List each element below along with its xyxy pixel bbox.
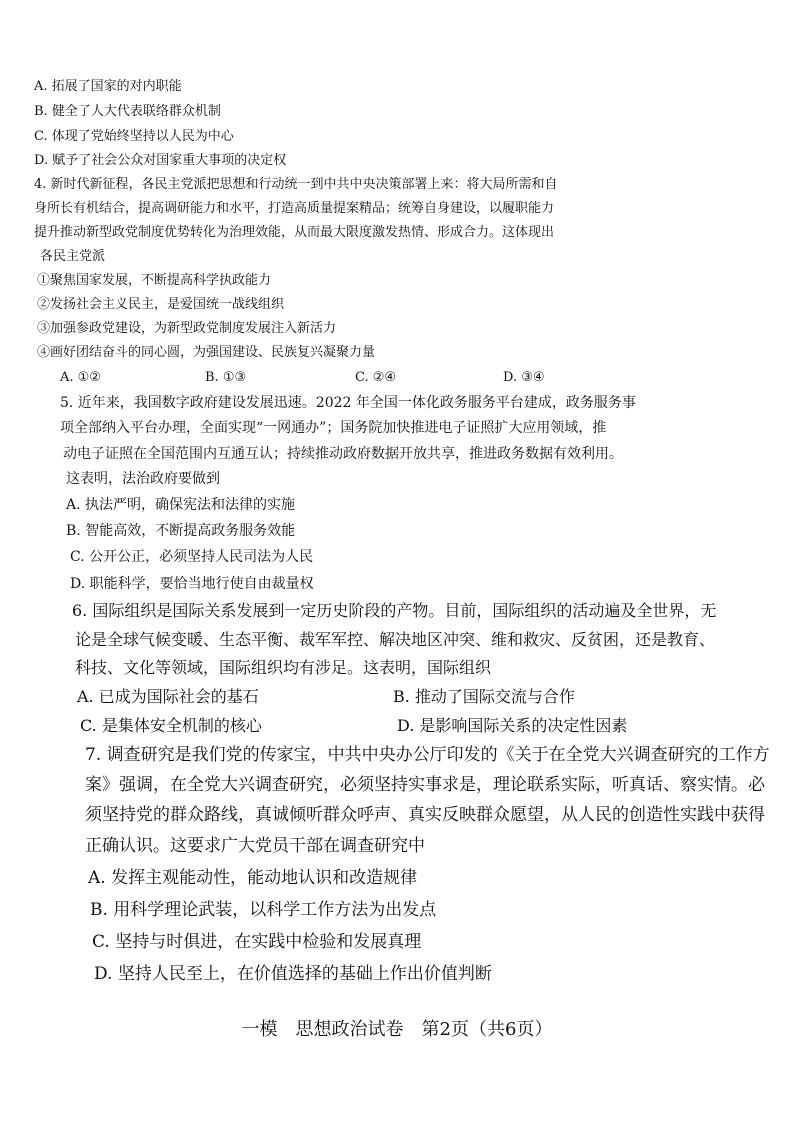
q5-option-c: C. 公开公正，必须坚持人民司法为人民 xyxy=(70,549,314,565)
q5-stem-line: 这表明，法治政府要做到 xyxy=(66,471,220,487)
q5-stem-line: 5. 近年来，我国数字政府建设发展迅速。2022 年全国一体化政务服务平台建成，政务服务事 xyxy=(60,395,636,411)
q4-statement: ③加强参政党建设，为新型政党制度发展注入新活力 xyxy=(37,321,337,336)
q7-stem-line: 案》强调，在全党大兴调查研究，必须坚持实事求是，理论联系实际，听真话、察实情。必 xyxy=(85,775,765,795)
page-footer: 一模 思想政治试卷 第2页（共6页） xyxy=(241,1019,553,1040)
q6-option-b: B. 推动了国际交流与合作 xyxy=(393,687,575,706)
q4-stem-line: 各民主党派 xyxy=(40,249,106,264)
q6-stem-line: 科技、文化等领域，国际组织均有涉足。这表明，国际组织 xyxy=(75,658,492,677)
q7-option-c: C. 坚持与时俱进，在实践中检验和发展真理 xyxy=(92,932,422,952)
q3-option-c: C. 体现了党始终坚持以人民为中心 xyxy=(34,129,234,144)
q5-option-d: D. 职能科学，要恰当地行使自由裁量权 xyxy=(70,576,314,592)
q6-stem-line: 论是全球气候变暖、生态平衡、裁军军控、解决地区冲突、维和救灾、反贫困，还是教育、 xyxy=(75,630,716,649)
q4-statement: ①聚焦国家发展，不断提高科学执政能力 xyxy=(37,273,272,288)
q5-option-b: B. 智能高效，不断提高政务服务效能 xyxy=(66,523,296,539)
q4-stem-line: 身所长有机结合，提高调研能力和水平，打造高质量提案精品；统筹自身建设，以履职能力 xyxy=(34,201,555,216)
q5-stem-line: 项全部纳入平台办理，全面实现“一网通办”；国务院加快推进电子证照扩大应用领域，推 xyxy=(60,420,607,436)
q4-statement: ④画好团结奋斗的同心圆，为强国建设、民族复兴凝聚力量 xyxy=(37,345,376,360)
q4-option-c: C. ②④ xyxy=(355,370,397,385)
q4-option-a: A. ①② xyxy=(60,370,101,385)
q4-option-b: B. ①③ xyxy=(205,370,247,385)
q7-option-b: B. 用科学理论武装，以科学工作方法为出发点 xyxy=(90,900,437,920)
q5-option-a: A. 执法严明，确保宪法和法律的实施 xyxy=(66,497,296,513)
q6-stem-line: 6. 国际组织是国际关系发展到一定历史阶段的产物。目前，国际组织的活动遍及全世界，无 xyxy=(72,601,717,620)
q4-stem-line: 4. 新时代新征程，各民主党派把思想和行动统一到中共中央决策部署上来：将大局所需和自 xyxy=(34,177,558,192)
q6-option-a: A. 已成为国际社会的基石 xyxy=(77,687,259,706)
q3-option-b: B. 健全了人大代表联络群众机制 xyxy=(34,104,221,119)
q6-option-c: C. 是集体安全机制的核心 xyxy=(80,716,262,735)
q4-statement: ②发扬社会主义民主，是爱国统一战线组织 xyxy=(37,297,285,312)
q7-stem-line: 须坚持党的群众路线，真诚倾听群众呼声、真实反映群众愿望，从人民的创造性实践中获得 xyxy=(85,805,765,825)
q7-option-a: A. 发挥主观能动性，能动地认识和改造规律 xyxy=(88,868,418,888)
q4-stem-line: 提升推动新型政党制度优势转化为治理效能，从而最大限度激发热情、形成合力。这体现出 xyxy=(34,225,555,240)
q7-option-d: D. 坚持人民至上，在价值选择的基础上作出价值判断 xyxy=(94,964,492,984)
q3-option-a: A. 拓展了国家的对内职能 xyxy=(34,79,182,94)
q3-option-d: D. 赋予了社会公众对国家重大事项的决定权 xyxy=(34,153,287,168)
q7-stem-line: 7. 调查研究是我们党的传家宝，中共中央办公厅印发的《关于在全党大兴调查研究的工作方 xyxy=(85,745,770,765)
q5-stem-line: 动电子证照在全国范围内互通互认；持续推动政府数据开放共享，推进政务数据有效利用。 xyxy=(63,446,623,462)
q6-option-d: D. 是影响国际关系的决定性因素 xyxy=(397,716,628,735)
q7-stem-line: 正确认识。这要求广大党员干部在调查研究中 xyxy=(85,836,425,856)
q4-option-d: D. ③④ xyxy=(503,370,545,385)
